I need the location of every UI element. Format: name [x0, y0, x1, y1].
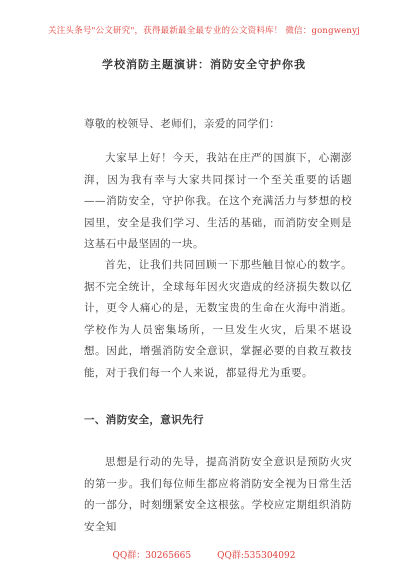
- section-heading-awareness: 一、消防安全，意识先行: [84, 414, 204, 426]
- salutation: 尊敬的校领导、老师们，亲爱的同学们：: [84, 118, 281, 130]
- footer-qq-group-2: QQ群:535304092: [217, 551, 296, 561]
- paragraph-opening: 大家早上好！今天，我站在庄严的国旗下，心潮澎湃，因为我有幸与大家共同探讨一个至关重要的话题——消防安全，守护你我。在这个充满活力与梦想的校园里，安全是我们学习、生活的基础，而消防安全则是这基石中最坚固的一块。: [84, 152, 352, 250]
- paragraph-awareness: 思想是行动的先导，提高消防安全意识是预防火灾的第一步。我们每位师生都应将消防安全视为日常生活的一部分，时刻绷紧安全这根弦。学校应定期组织消防安全知: [84, 456, 352, 533]
- header-promo-note: 关注头条号"公文研究"，获得最新最全最专业的公文资料库！ 微信：gongwenyj: [48, 26, 360, 36]
- footer-qq-group-1: QQ群：30265665: [112, 551, 192, 561]
- footer-contact: [0, 548, 408, 561]
- paragraph-statistics: 首先，让我们共同回顾一下那些触目惊心的数字。据不完全统计，全球每年因火灾造成的经济损失数以亿计，更令人痛心的是，无数宝贵的生命在火海中消逝。学校作为人员密集场所，一旦发生火灾，后果不堪设想。因此，增强消防安全意识，掌握必要的自救互救技能，对于我们每一个人来说，都显得尤为重要。: [84, 259, 352, 379]
- document-title: 学校消防主题演讲：消防安全守护你我: [102, 58, 306, 71]
